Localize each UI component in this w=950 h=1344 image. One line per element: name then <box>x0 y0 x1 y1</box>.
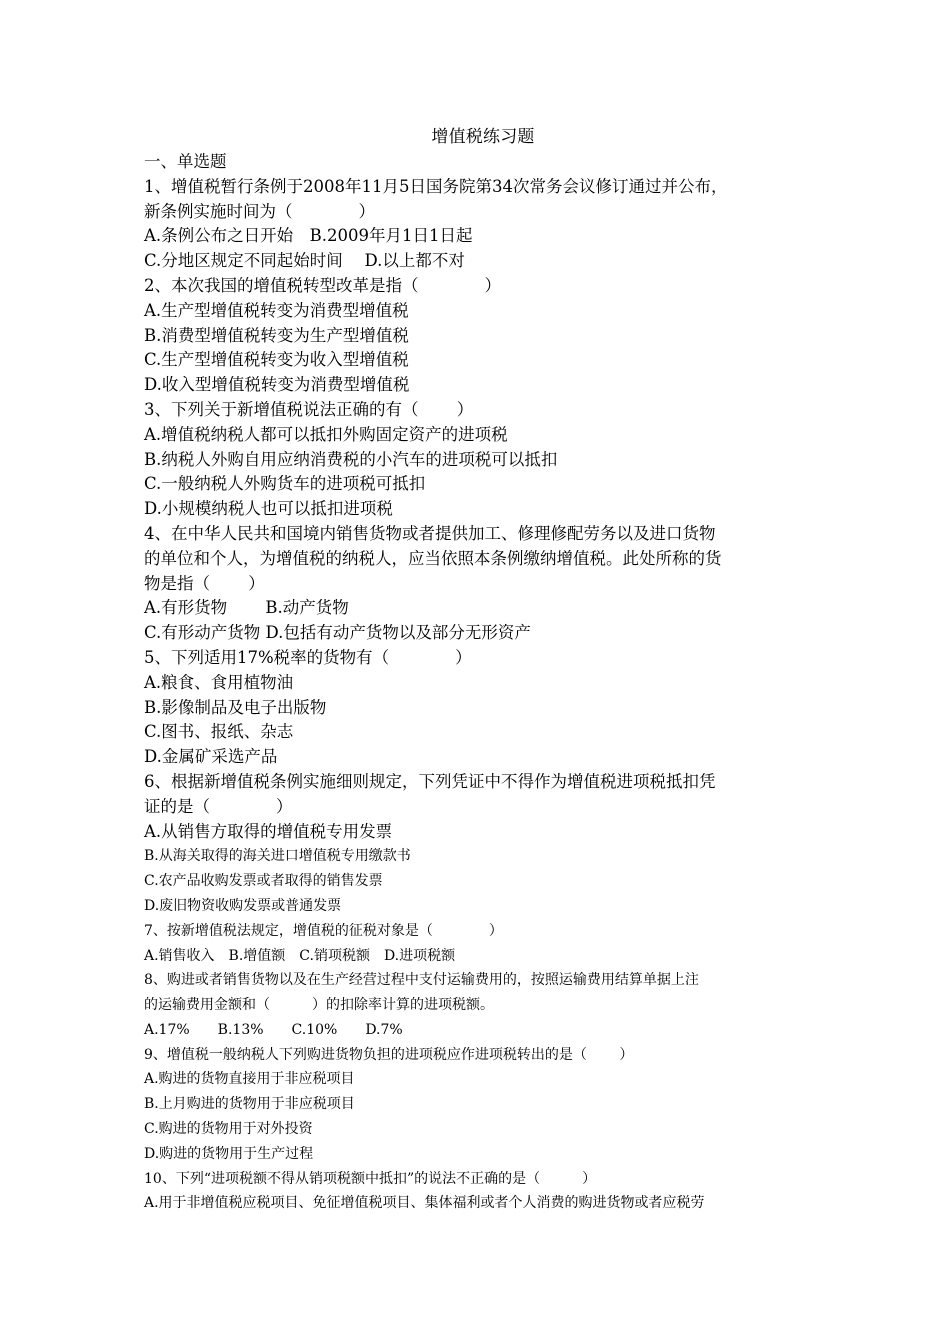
text-line: C.图书、报纸、杂志 <box>144 722 294 742</box>
text-line-small: 8、购进或者销售货物以及在生产经营过程中支付运输费用的，按照运输费用结算单据上注 <box>144 972 699 989</box>
text-line: 证的是（ ） <box>144 796 293 816</box>
section-heading: 一、单选题 <box>144 152 227 171</box>
text-line: 新条例实施时间为（ ） <box>144 201 375 221</box>
text-line: B.消费型增值税转变为生产型增值税 <box>144 325 409 345</box>
text-line: C.一般纳税人外购货车的进项税可抵扣 <box>144 474 426 494</box>
text-line: 2、本次我国的增值税转型改革是指（ ） <box>144 275 501 295</box>
text-line: A.条例公布之日开始 B.2009年月1日1日起 <box>144 226 473 246</box>
text-line: D.金属矿采选产品 <box>144 747 278 767</box>
text-line-small: D.废旧物资收购发票或普通发票 <box>144 897 342 914</box>
text-line-small: A.购进的货物直接用于非应税项目 <box>144 1071 355 1088</box>
text-line-small: D.购进的货物用于生产过程 <box>144 1145 314 1162</box>
text-line: D.小规模纳税人也可以抵扣进项税 <box>144 499 393 519</box>
text-line: A.有形货物 B.动产货物 <box>144 598 349 618</box>
text-line: A.增值税纳税人都可以抵扣外购固定资产的进项税 <box>144 424 508 444</box>
text-line: D.收入型增值税转变为消费型增值税 <box>144 375 410 395</box>
text-line: 4、在中华人民共和国境内销售货物或者提供加工、修理修配劳务以及进口货物 <box>144 523 716 543</box>
text-line: 物是指（ ） <box>144 573 265 593</box>
text-line-small: A.销售收入 B.增值额 C.销项税额 D.进项税额 <box>144 947 456 964</box>
text-line-small: C.农产品收购发票或者取得的销售发票 <box>144 873 383 890</box>
text-line: C.有形动产货物 D.包括有动产货物以及部分无形资产 <box>144 623 531 643</box>
text-line: C.生产型增值税转变为收入型增值税 <box>144 350 409 370</box>
text-line: B.纳税人外购自用应纳消费税的小汽车的进项税可以抵扣 <box>144 449 558 469</box>
text-line: A.生产型增值税转变为消费型增值税 <box>144 300 409 320</box>
text-line-small: A.用于非增值税应税项目、免征增值税项目、集体福利或者个人消费的购进货物或者应税劳 <box>144 1195 705 1212</box>
text-line: B.影像制品及电子出版物 <box>144 697 327 717</box>
text-line-small: 9、增值税一般纳税人下列购进货物负担的进项税应作进项税转出的是（ ） <box>144 1046 634 1063</box>
text-line: C.分地区规定不同起始时间 D.以上都不对 <box>144 251 465 271</box>
text-line: A.粮食、食用植物油 <box>144 672 294 692</box>
text-line: 5、下列适用17%税率的货物有（ ） <box>144 647 472 667</box>
text-line-small: 10、下列“进项税额不得从销项税额中抵扣”的说法不正确的是（ ） <box>144 1170 597 1187</box>
text-line: 的单位和个人，为增值税的纳税人，应当依照本条例缴纳增值税。此处所称的货 <box>144 548 722 568</box>
text-line-small: A.17% B.13% C.10% D.7% <box>144 1021 403 1038</box>
text-line-small: B.上月购进的货物用于非应税项目 <box>144 1096 355 1113</box>
text-line: 1、增值税暂行条例于2008年11月5日国务院第34次常务会议修订通过并公布， <box>144 176 728 196</box>
text-line-small: C.购进的货物用于对外投资 <box>144 1121 313 1138</box>
text-line-small: 7、按新增值税法规定，增值税的征税对象是（ ） <box>144 922 503 939</box>
document-title: 增值税练习题 <box>431 127 535 147</box>
text-line-small: B.从海关取得的海关进口增值税专用缴款书 <box>144 848 411 865</box>
text-line-small: 的运输费用金额和（ ）的扣除率计算的进项税额。 <box>144 997 494 1014</box>
text-line: 6、根据新增值税条例实施细则规定，下列凭证中不得作为增值税进项税抵扣凭 <box>144 771 716 791</box>
document-body <box>144 150 824 1216</box>
text-line: 3、下列关于新增值税说法正确的有（ ） <box>144 399 474 419</box>
text-line: A.从销售方取得的增值税专用发票 <box>144 821 393 841</box>
